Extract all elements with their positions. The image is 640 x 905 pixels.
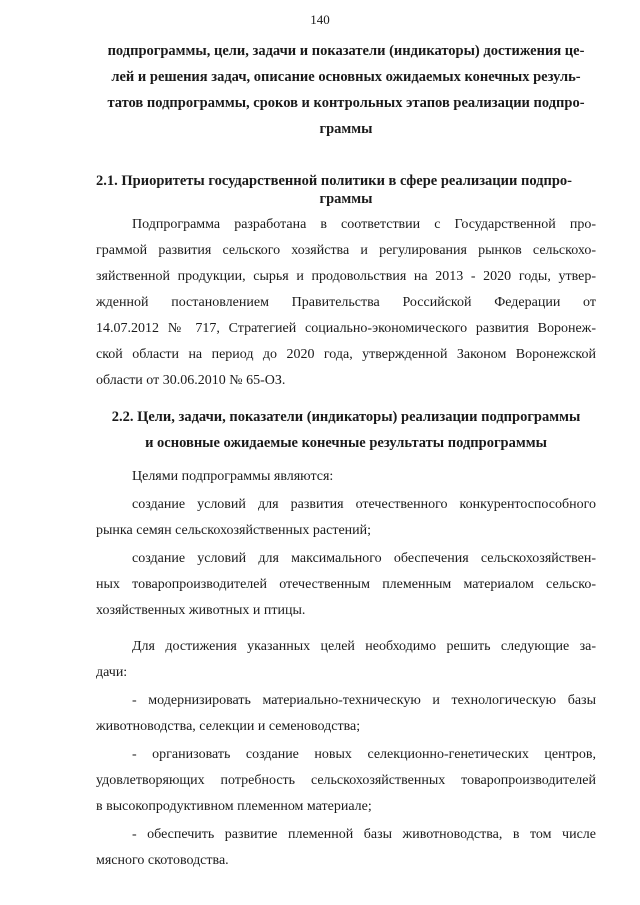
text-line: создание условий для максимального обеспечения сельскохозяйствен- [132, 551, 596, 566]
subprogram-heading [96, 38, 596, 142]
heading-line: татов подпрограммы, сроков и контрольных этапов реализации подпро- [107, 95, 585, 111]
tasks-intro [96, 634, 596, 686]
text-line: жденной постановлением Правительства Российской Федерации от [96, 295, 596, 310]
text-line: рынка семян сельскохозяйственных растений; [96, 523, 372, 538]
section-title-line: граммы [319, 191, 373, 207]
text-line: Целями подпрограммы являются: [132, 469, 334, 484]
page-body [96, 38, 596, 874]
text-line: создание условий для развития отечественного конкурентоспособного [132, 497, 596, 512]
text-line: дачи: [96, 665, 128, 680]
page-number: 140 [310, 12, 330, 27]
text-line: в высокопродуктивном племенном материале; [96, 799, 372, 814]
section-title-line: 2.1. Приоритеты государственной политики в сфере реализации подпро- [96, 173, 572, 189]
text-line: животноводства, селекции и семеноводства; [96, 719, 361, 734]
section-title-line: 2.2. Цели, задачи, показатели (индикаторы) реализации подпрограммы [111, 409, 581, 425]
text-line: - обеспечить развитие племенной базы животноводства, в том числе [132, 827, 596, 842]
text-line: граммой развития сельского хозяйства и регулирования рынков сельскохо- [96, 243, 596, 258]
text-line: ской области на период до 2020 года, утвержденной Законом Воронежской [96, 347, 596, 362]
text-line: 14.07.2012 № 717, Стратегией социально-экономического развития Воронеж- [96, 321, 596, 336]
text-line: Подпрограмма разработана в соответствии с Государственной про- [132, 217, 596, 232]
heading-line: подпрограммы, цели, задачи и показатели (индикаторы) достижения це- [107, 43, 585, 59]
goals-intro [96, 464, 596, 490]
section-2-1-title [96, 172, 596, 208]
text-line: зяйственной продукции, сырья и продовольствия на 2013 - 2020 годы, утвер- [96, 269, 596, 284]
goal-1 [96, 492, 596, 544]
text-line: - модернизировать материально-техническую и технологическую базы [132, 693, 596, 708]
heading-line: лей и решения задач, описание основных ожидаемых конечных резуль- [111, 69, 581, 85]
text-line: хозяйственных животных и птицы. [96, 603, 306, 618]
text-line: удовлетворяющих потребность сельскохозяйственных товаропроизводителей [96, 773, 596, 788]
section-2-2-title [96, 404, 596, 456]
text-line: области от 30.06.2010 № 65-ОЗ. [96, 373, 286, 388]
task-3 [96, 822, 596, 874]
goal-2 [96, 546, 596, 624]
task-2 [96, 742, 596, 820]
text-line: - организовать создание новых селекционно-генетических центров, [132, 747, 596, 762]
task-1 [96, 688, 596, 740]
section-2-1-paragraph [96, 212, 596, 394]
text-line: ных товаропроизводителей отечественным племенным материалом сельско- [96, 577, 596, 592]
section-title-line: и основные ожидаемые конечные результаты подпрограммы [145, 435, 547, 451]
heading-line: граммы [319, 121, 373, 137]
text-line: Для достижения указанных целей необходимо решить следующие за- [132, 639, 596, 654]
text-line: мясного скотоводства. [96, 853, 229, 868]
